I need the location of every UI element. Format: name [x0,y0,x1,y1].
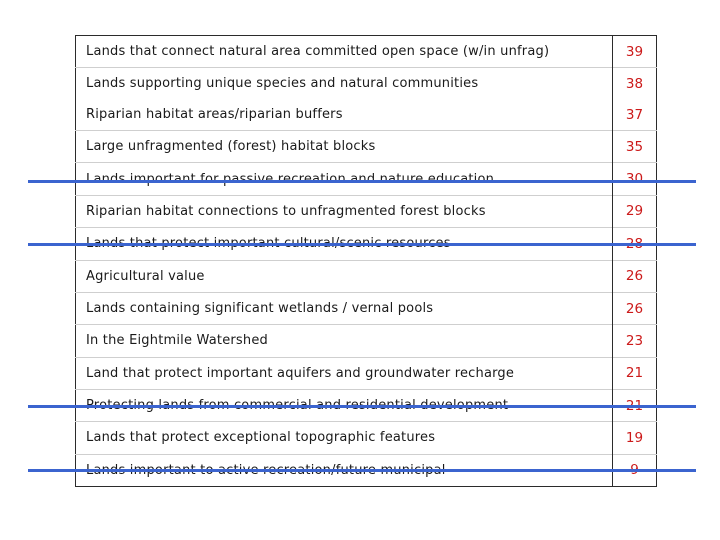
criterion-score: 37 [613,99,657,130]
table-row [76,260,657,292]
table-row [76,68,657,99]
table-row [76,422,657,454]
criterion-score: 38 [613,68,657,99]
table-row [76,131,657,163]
strike-through-line [28,469,696,472]
criterion-score: 26 [613,292,657,324]
criterion-label: Lands supporting unique species and natural communities [76,68,613,99]
criterion-label: Large unfragmented (forest) habitat blocks [76,131,613,163]
strike-through-line [28,243,696,246]
criterion-label: Agricultural value [76,260,613,292]
criterion-score: 29 [613,195,657,227]
criterion-label: In the Eightmile Watershed [76,325,613,357]
criterion-label: Riparian habitat connections to unfragmented forest blocks [76,195,613,227]
criterion-score: 19 [613,422,657,454]
strike-through-line [28,180,696,183]
table-row [76,195,657,227]
criterion-score: 35 [613,131,657,163]
criterion-score: 23 [613,325,657,357]
criterion-label: Lands that protect exceptional topographic features [76,422,613,454]
table-row [76,292,657,324]
criteria-ranking-table [75,35,657,487]
criterion-score: 39 [613,36,657,68]
criterion-label: Lands that connect natural area committed open space (w/in unfrag) [86,44,550,60]
criterion-label: Land that protect important aquifers and groundwater recharge [76,357,613,389]
table-row [76,36,657,68]
criterion-score: 21 [613,357,657,389]
table-row [76,325,657,357]
strike-through-line [28,405,696,408]
criterion-score: 26 [613,260,657,292]
criterion-label: Riparian habitat areas/riparian buffers [86,107,343,123]
table-row [76,357,657,389]
criterion-label: Lands containing significant wetlands / vernal pools [76,292,613,324]
table-row [76,99,657,130]
